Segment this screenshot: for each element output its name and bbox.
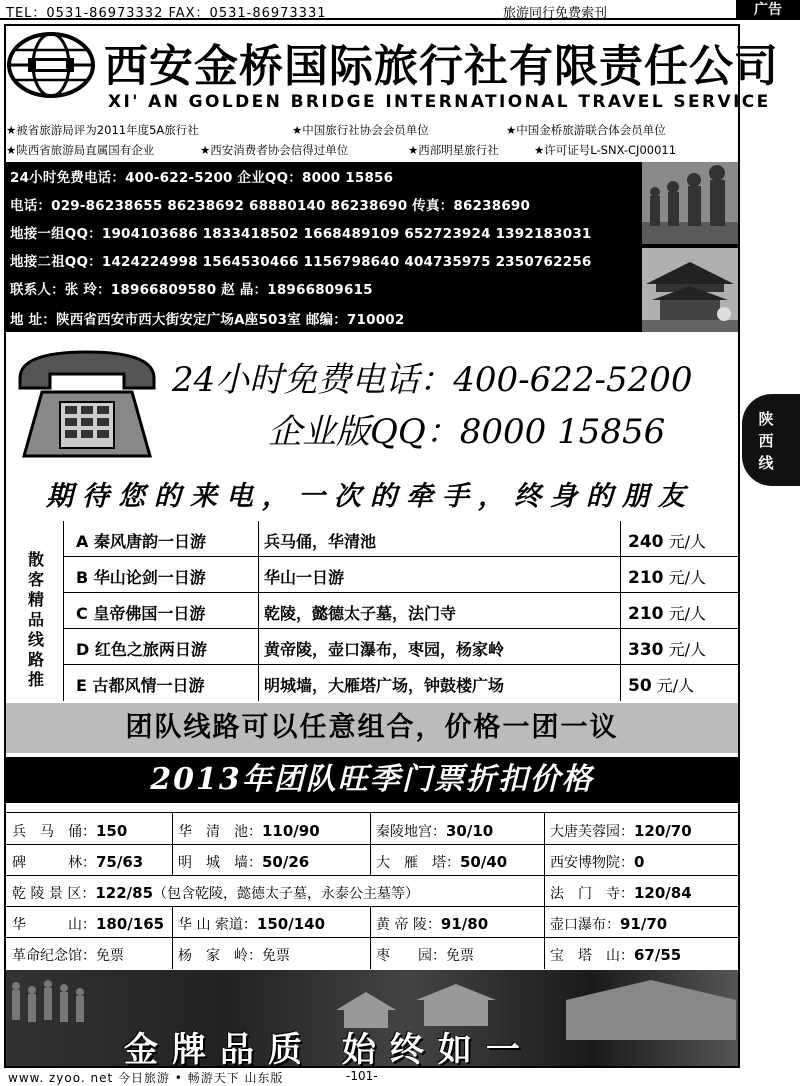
page-number: -101- [346,1069,378,1083]
route-price-unit: 元/人 [668,640,706,659]
ticket-site: 华 山 索道： [178,917,257,933]
routes-label-char: 品 [27,610,44,629]
ticket-cell [12,852,143,872]
route-price-unit: 元/人 [656,676,695,695]
ticket-price: 120/84 [634,884,692,902]
route-name: D 红色之旅两日游 [76,640,207,659]
route-price [628,565,706,588]
ticket-price: 67/55 [634,946,682,964]
route-price [628,529,706,552]
banner-slogan: 金牌品质 始终如一 [124,1030,534,1066]
route-price-unit: 元/人 [668,604,706,623]
grid-line [6,875,738,876]
side-tab-char: 线 [758,454,774,472]
honor-item: ★西安消费者协会信得过单位 [200,143,349,157]
route-price [628,673,694,696]
ticket-price: 30/10 [446,822,494,840]
route-row [64,665,738,701]
routes-label-char: 散 [27,550,44,569]
ticket-price: 免票 [96,948,124,964]
combo-note: 团队线路可以任意组合，价格一团一议 [6,703,738,753]
ticket-site: 兵 马 俑： [12,824,96,840]
route-row [64,521,738,557]
ticket-cell [376,914,488,934]
top-bar [0,0,800,20]
honor-item: ★中国金桥旅游联合体会员单位 [506,123,666,137]
page-footer [0,1068,800,1086]
route-name: A 秦风唐韵一日游 [76,532,206,551]
ticket-grid [6,812,738,968]
photo-banner [6,970,738,1066]
ticket-site: 华 清 池： [178,824,262,840]
slogan: 期待您的来电，一次的牵手，终身的朋友 [46,481,694,512]
ticket-title: 2013年团队旺季门票折扣价格 [6,757,738,803]
company-name: 西安金桥国际旅行社有限责任公司 [104,41,779,92]
grid-line [6,844,738,845]
ticket-site: 杨 家 岭： [178,948,262,964]
grid-line [6,906,738,907]
palace-photo [642,248,738,332]
ticket-site: 西安博物院： [550,855,634,871]
ticket-site: 枣 园： [376,948,446,964]
ticket-cell [178,821,320,841]
ticket-site: 乾 陵 景 区： [12,886,96,902]
ticket-site: 碑 林： [12,855,96,871]
route-price-unit: 元/人 [668,532,706,551]
ticket-cell [12,883,419,903]
route-price-unit: 元/人 [668,568,706,587]
ticket-cell [550,914,667,934]
ticket-cell [376,945,474,965]
routes-label-char: 精 [27,590,44,609]
ticket-cell [12,821,127,841]
company-name-en: XI' AN GOLDEN BRIDGE INTERNATIONAL TRAVEL SERVICE [108,92,771,112]
ticket-site: 华 山： [12,917,96,933]
contact-line-qq2: 地接二祖QQ：1424224998 1564530466 1156798640 404735975 2350762256 [10,254,592,270]
ticket-price: 150/140 [256,915,326,933]
index-note: 旅游同行免费索刊 [503,6,608,21]
routes-label-char: 推 [27,670,44,689]
route-sites: 兵马俑，华清池 [264,532,377,551]
route-price [628,637,706,660]
route-price-value: 210 [628,568,664,588]
terracotta-warriors-photo [642,162,738,244]
contact-line-hotline: 24小时免费电话：400-622-5200 企业QQ：8000 15856 [10,170,394,186]
route-row [64,593,738,629]
routes-label [6,521,64,701]
honor-item: ★被省旅游局评为2011年度5A旅行社 [6,123,199,137]
ticket-cell [550,945,681,965]
ticket-price: 120/70 [634,822,692,840]
route-name: B 华山论剑一日游 [76,568,206,587]
ticket-price: 免票 [446,948,474,964]
globe-logo-icon [6,32,96,98]
route-name: E 古都风情一日游 [76,676,205,695]
route-price-value: 330 [628,640,664,660]
ticket-cell [550,883,692,903]
ticket-note: （包含乾陵，懿德太子墓，永泰公主墓等） [153,886,420,902]
grid-line [370,906,371,969]
ticket-price: 180/165 [96,915,165,933]
qq-text: 企业版QQ：8000 15856 [268,412,666,452]
ticket-price: 91/70 [620,915,668,933]
ticket-cell [550,852,644,872]
company-header [6,26,779,162]
route-price-value: 240 [628,532,664,552]
ticket-price: 110/90 [262,822,320,840]
ticket-price: 91/80 [440,915,489,933]
ticket-site: 壶口瀑布： [550,917,620,933]
ticket-site: 大唐芙蓉园： [550,824,634,840]
grid-line [370,813,371,875]
routes-table [6,521,738,701]
ticket-price: 50/40 [460,853,508,871]
hotline-area [6,338,738,516]
ticket-site: 法 门 寺： [550,886,634,902]
footer-site: www. zyoo. net 今日旅游 • 畅游天下 山东版 [8,1071,284,1085]
honor-item: ★陕西省旅游局直属国有企业 [6,143,155,157]
route-sites: 黄帝陵，壶口瀑布，枣园，杨家岭 [264,640,505,659]
ticket-site: 黄 帝 陵： [376,917,441,933]
ticket-price: 75/63 [96,853,144,871]
hotline-text: 24小时免费电话：400-622-5200 [172,360,693,400]
route-row [64,557,738,593]
routes-label-char: 客 [27,570,44,589]
contact-block [6,162,738,332]
route-sites: 明城墙，大雁塔广场，钟鼓楼广场 [264,676,505,695]
ticket-cell [550,821,692,841]
ticket-cell [376,852,507,872]
route-name: C 皇帝佛国一日游 [76,604,206,623]
honor-item: ★中国旅行社协会会员单位 [292,123,429,137]
route-sites: 华山一日游 [264,568,345,587]
ticket-site: 秦陵地宫： [376,824,446,840]
routes-label-char: 路 [27,650,44,669]
ticket-site: 明 城 墙： [178,855,262,871]
grid-line [172,906,173,969]
route-price-value: 210 [628,604,664,624]
routes-label-char: 线 [27,630,44,649]
ticket-price: 150 [96,822,128,840]
ticket-cell [178,852,309,872]
honor-item: ★西部明星旅行社 [408,143,499,157]
ticket-price: 0 [634,853,645,871]
grid-line [6,937,738,938]
region-side-tab [742,394,800,486]
telephone-icon [12,344,162,464]
tel-fax: TEL：0531-86973332 FAX：0531-86973331 [6,6,327,21]
route-row [64,629,738,665]
ticket-cell [376,821,493,841]
ticket-cell [178,914,325,934]
contact-line-person: 联系人：张 玲：18966809580 赵 晶：18966809615 [10,282,373,298]
side-tab-char: 西 [758,432,774,450]
route-price [628,601,706,624]
ticket-cell [12,945,124,965]
side-tab-char: 陕 [758,410,774,428]
ticket-site: 大 雁 塔： [376,855,460,871]
contact-line-qq1: 地接一组QQ：1904103686 1833418502 1668489109 652723924 1392183031 [10,226,592,242]
ticket-cell [178,945,290,965]
ticket-cell [12,914,164,934]
ad-badge: 广告 [736,0,800,20]
ticket-price: 免票 [262,948,290,964]
ticket-price: 122/85 [95,884,154,902]
contact-line-phone: 电话：029-86238655 86238692 68880140 86238690 传真：86238690 [10,198,531,214]
route-price-value: 50 [628,676,652,696]
route-sites: 乾陵，懿德太子墓，法门寺 [264,604,457,623]
grid-line [544,813,545,969]
ticket-site: 宝 塔 山： [550,948,634,964]
honor-item: ★许可证号L-SNX-CJ00011 [534,143,677,157]
ticket-site: 革命纪念馆： [12,948,96,964]
contact-line-address: 地 址：陕西省西安市西大街安定广场A座503室 邮编：710002 [10,312,405,328]
ticket-price: 50/26 [262,853,310,871]
grid-line [172,813,173,875]
